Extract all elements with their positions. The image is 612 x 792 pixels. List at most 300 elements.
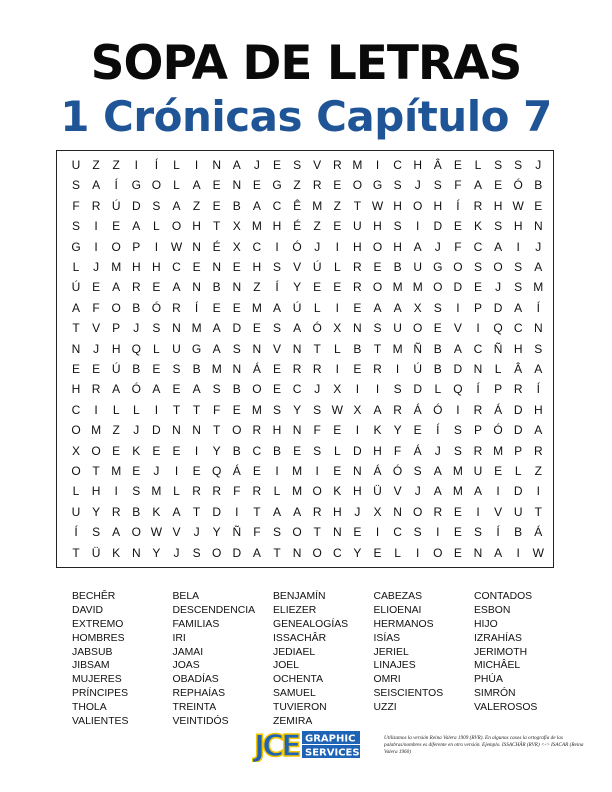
grid-letter: J — [193, 525, 200, 540]
word-item: SAMUEL — [273, 688, 316, 700]
grid-letter: L — [173, 484, 180, 499]
grid-letter: I — [154, 239, 159, 254]
grid-letter: X — [373, 504, 382, 519]
grid-letter: L — [333, 260, 341, 274]
grid-letter: O — [312, 545, 322, 560]
grid-letter: L — [112, 402, 120, 417]
grid-letter: M — [392, 280, 403, 295]
grid-letter: S — [413, 464, 422, 478]
word-item: THOLA — [72, 702, 107, 714]
grid-letter: R — [252, 423, 262, 438]
grid-letter: A — [413, 239, 422, 254]
grid-letter: Y — [92, 504, 101, 519]
grid-letter: Í — [194, 300, 199, 315]
grid-letter: O — [232, 423, 242, 438]
grid-letter: E — [71, 362, 80, 376]
grid-letter: J — [314, 382, 321, 397]
grid-letter: Ó — [151, 300, 162, 315]
grid-letter: I — [94, 219, 98, 234]
grid-letter: X — [333, 382, 342, 397]
grid-letter: M — [91, 423, 102, 438]
grid-letter: I — [496, 484, 500, 499]
grid-letter: V — [172, 525, 181, 540]
grid-letter: Â — [433, 158, 442, 172]
grid-letter: L — [273, 484, 281, 499]
grid-letter: J — [314, 239, 321, 254]
grid-letter: N — [192, 280, 201, 295]
grid-letter: M — [191, 321, 202, 336]
grid-letter: B — [393, 260, 402, 274]
grid-letter: B — [272, 443, 281, 458]
grid-letter: Y — [293, 402, 302, 417]
grid-letter: A — [172, 198, 181, 213]
grid-letter: E — [473, 280, 482, 295]
grid-letter: Z — [92, 158, 100, 172]
grid-letter: E — [112, 219, 121, 234]
grid-letter: O — [151, 178, 162, 193]
grid-letter: M — [412, 280, 423, 295]
grid-letter: Z — [293, 178, 301, 193]
grid-letter: A — [112, 382, 121, 397]
grid-letter: I — [416, 545, 420, 560]
grid-letter: N — [473, 362, 483, 376]
grid-letter: S — [494, 158, 503, 172]
grid-letter: U — [71, 504, 81, 519]
grid-letter: R — [252, 484, 262, 499]
jce-logo — [252, 726, 362, 762]
grid-letter: Ú — [312, 260, 322, 274]
grid-letter: A — [393, 300, 402, 315]
grid-letter: S — [393, 382, 402, 397]
grid-letter: E — [313, 280, 322, 295]
grid-letter: R — [131, 280, 141, 295]
word-item: OMRI — [373, 674, 401, 686]
grid-letter: S — [313, 443, 322, 458]
letter-grid — [56, 150, 554, 568]
grid-letter: L — [72, 484, 80, 499]
grid-letter: E — [212, 178, 221, 193]
grid-letter: R — [433, 504, 443, 519]
word-item: HIJO — [474, 618, 498, 630]
word-item: OBADÍAS — [172, 674, 219, 686]
word-item: JAMAI — [172, 646, 204, 658]
word-item: BECHÊR — [72, 591, 116, 602]
grid-letter: U — [71, 158, 81, 172]
grid-letter: I — [335, 239, 339, 254]
word-item: ELIOENAI — [373, 604, 422, 616]
grid-letter: E — [252, 464, 261, 478]
grid-letter: Y — [212, 443, 221, 458]
grid-letter: U — [353, 219, 362, 234]
grid-letter: Ü — [373, 484, 382, 499]
grid-letter: A — [252, 545, 261, 560]
grid-letter: E — [132, 464, 141, 478]
grid-letter: U — [393, 321, 402, 336]
grid-letter: Ó — [493, 423, 503, 438]
grid-letter: H — [533, 402, 543, 417]
grid-letter: B — [232, 382, 241, 397]
word-item: REPHAÍAS — [172, 688, 226, 700]
grid-letter: T — [213, 219, 221, 234]
grid-letter: N — [212, 158, 222, 172]
grid-letter: O — [212, 545, 222, 560]
grid-letter: I — [516, 239, 520, 254]
word-item: JIBSAM — [72, 660, 110, 672]
grid-letter: A — [232, 158, 241, 172]
grid-letter: Y — [212, 525, 221, 540]
word-item: PHÚA — [474, 674, 503, 686]
grid-letter: H — [272, 423, 282, 438]
grid-letter: I — [194, 158, 199, 172]
grid-letter: G — [372, 178, 383, 193]
grid-letter: R — [91, 382, 101, 397]
grid-letter: Â — [514, 362, 523, 376]
grid-letter: W — [371, 198, 384, 213]
grid-letter: E — [494, 464, 503, 478]
grid-letter: S — [494, 219, 503, 234]
grid-letter: E — [92, 280, 101, 295]
grid-letter: V — [494, 504, 503, 519]
grid-letter: O — [91, 443, 101, 458]
grid-letter: Á — [232, 464, 241, 478]
grid-letter: O — [131, 525, 141, 540]
grid-letter: Ü — [91, 545, 101, 560]
grid-letter: G — [71, 239, 81, 254]
grid-letter: Í — [496, 525, 500, 540]
grid-letter: X — [71, 443, 80, 458]
grid-letter: V — [92, 321, 101, 336]
grid-letter: S — [71, 219, 80, 234]
grid-letter: I — [235, 504, 239, 519]
grid-letter: M — [151, 484, 162, 499]
grid-letter: A — [172, 504, 181, 519]
grid-letter: M — [352, 158, 363, 172]
word-item: BELA — [172, 591, 200, 602]
grid-letter: R — [172, 300, 181, 315]
word-column — [474, 590, 574, 715]
grid-letter: A — [373, 300, 382, 315]
grid-letter: G — [191, 341, 202, 356]
grid-letter: N — [353, 321, 362, 336]
grid-letter: Á — [252, 362, 261, 376]
grid-letter: S — [453, 423, 462, 438]
grid-letter: S — [413, 525, 422, 540]
grid-letter: B — [514, 525, 523, 540]
grid-letter: D — [453, 362, 463, 376]
page-subtitle: 1 Crónicas Capítulo 7 — [60, 92, 552, 141]
grid-letter: J — [93, 341, 100, 356]
grid-letter: U — [473, 464, 483, 478]
grid-letter: J — [253, 158, 260, 172]
grid-letter: L — [494, 362, 502, 376]
grid-letter: D — [513, 402, 523, 417]
grid-letter: C — [252, 239, 262, 254]
grid-letter: R — [373, 362, 382, 376]
grid-letter: V — [272, 341, 281, 356]
grid-letter: Ú — [71, 280, 81, 295]
grid-letter: E — [152, 443, 161, 458]
grid-letter: M — [292, 484, 303, 499]
grid-letter: L — [333, 443, 341, 458]
grid-letter: Q — [453, 382, 463, 397]
grid-letter: R — [292, 362, 302, 376]
grid-letter: H — [493, 198, 503, 213]
grid-letter: H — [332, 504, 342, 519]
grid-letter: M — [251, 402, 262, 417]
grid-letter: B — [353, 341, 362, 356]
grid-letter: Í — [456, 198, 460, 213]
grid-letter: Q — [131, 341, 141, 356]
word-item: BENJAMÍN — [273, 591, 326, 602]
grid-letter: N — [232, 280, 242, 295]
grid-letter: Ó — [312, 321, 322, 336]
grid-letter: G — [272, 178, 282, 193]
grid-letter: R — [212, 484, 222, 499]
word-item: SIMRÓN — [474, 688, 516, 700]
grid-letter: C — [473, 239, 483, 254]
grid-letter: Á — [534, 525, 543, 540]
grid-letter: D — [513, 484, 523, 499]
grid-letter: J — [354, 504, 361, 519]
grid-letter: E — [192, 464, 201, 478]
grid-letter: N — [353, 464, 362, 478]
grid-letter: J — [535, 158, 542, 172]
grid-letter: S — [433, 300, 442, 315]
word-item: CABEZAS — [373, 591, 423, 602]
grid-letter: A — [473, 178, 482, 193]
grid-letter: A — [192, 382, 201, 397]
grid-letter: D — [353, 443, 362, 458]
grid-letter: I — [536, 484, 540, 499]
grid-letter: L — [132, 402, 140, 417]
grid-letter: N — [533, 219, 543, 234]
grid-letter: I — [315, 464, 319, 478]
grid-letter: M — [251, 219, 262, 234]
grid-letter: Z — [534, 464, 542, 478]
grid-letter: Ú — [111, 362, 121, 376]
grid-letter: F — [233, 484, 241, 499]
grid-letter: R — [111, 504, 121, 519]
grid-letter: E — [172, 443, 181, 458]
grid-letter: H — [413, 158, 423, 172]
grid-letter: N — [292, 545, 302, 560]
grid-letter: P — [112, 321, 121, 336]
word-item: ISSACHÂR — [273, 632, 327, 644]
grid-letter: F — [393, 443, 402, 458]
grid-letter: E — [353, 525, 362, 540]
grid-letter: T — [72, 545, 80, 560]
grid-letter: C — [473, 341, 483, 356]
word-item: EXTREMO — [72, 618, 124, 630]
grid-letter: P — [473, 423, 482, 438]
grid-letter: I — [395, 362, 400, 376]
grid-letter: T — [313, 341, 321, 356]
grid-letter: R — [312, 178, 322, 193]
grid-letter: C — [172, 260, 181, 274]
grid-letter: N — [292, 341, 302, 356]
grid-letter: I — [174, 464, 179, 478]
grid-letter: H — [353, 239, 362, 254]
grid-letter: O — [453, 260, 463, 274]
grid-letter: F — [454, 239, 462, 254]
grid-letter: E — [353, 300, 362, 315]
grid-letter: R — [353, 260, 362, 274]
word-item: IRI — [172, 632, 186, 644]
grid-letter: E — [112, 443, 121, 458]
grid-letter: R — [353, 280, 362, 295]
grid-letter: A — [252, 198, 261, 213]
grid-letter: P — [514, 443, 523, 458]
grid-letter: É — [293, 219, 302, 234]
grid-letter: I — [94, 402, 98, 417]
grid-letter: A — [534, 423, 543, 438]
grid-letter: H — [192, 219, 201, 234]
grid-letter: C — [393, 525, 402, 540]
grid-letter: Í — [536, 300, 540, 315]
grid-letter: M — [312, 198, 323, 213]
grid-letter: Ñ — [232, 525, 242, 540]
grid-letter: E — [212, 300, 221, 315]
grid-letter: N — [232, 178, 242, 193]
grid-letter: N — [172, 321, 181, 336]
word-item: TREINTA — [172, 702, 217, 714]
grid-letter: H — [152, 260, 161, 274]
word-item: UZZI — [373, 702, 397, 714]
grid-letter: E — [232, 260, 241, 274]
grid-letter: E — [453, 545, 462, 560]
grid-letter: J — [535, 239, 542, 254]
grid-letter: I — [275, 239, 279, 254]
grid-letter: S — [152, 321, 161, 336]
grid-letter: I — [375, 382, 380, 397]
grid-letter: S — [473, 260, 482, 274]
grid-letter: C — [272, 198, 282, 213]
grid-letter: N — [393, 504, 402, 519]
grid-letter: W — [512, 198, 524, 213]
word-item: IZRAHÍAS — [474, 632, 522, 644]
grid-letter: D — [413, 382, 423, 397]
grid-letter: A — [112, 525, 121, 540]
grid-letter: M — [493, 443, 504, 458]
word-column — [374, 590, 474, 715]
grid-letter: N — [192, 423, 201, 438]
grid-letter: U — [413, 260, 423, 274]
grid-letter: E — [453, 219, 462, 234]
grid-letter: Á — [413, 443, 422, 458]
grid-letter: A — [152, 382, 161, 397]
grid-letter: L — [153, 341, 160, 356]
grid-letter: O — [71, 464, 81, 478]
grid-letter: K — [112, 545, 121, 560]
grid-letter: V — [393, 484, 402, 499]
grid-letter: S — [514, 260, 523, 274]
grid-letter: A — [172, 280, 181, 295]
grid-letter: T — [72, 321, 80, 336]
grid-letter: J — [495, 280, 502, 295]
grid-letter: J — [173, 545, 180, 560]
grid-letter: F — [313, 423, 321, 438]
grid-letter: D — [131, 198, 141, 213]
grid-letter: C — [393, 158, 402, 172]
grid-letter: Ú — [292, 300, 302, 315]
grid-letter: L — [474, 158, 482, 172]
grid-letter: O — [433, 280, 443, 295]
grid-letter: S — [393, 219, 402, 234]
word-item: MUJERES — [72, 674, 122, 686]
grid-letter: I — [94, 239, 98, 254]
grid-letter: E — [333, 280, 342, 295]
grid-letter: J — [434, 239, 441, 254]
word-item: DESCENDENCIA — [172, 604, 256, 616]
grid-letter: N — [533, 321, 543, 336]
grid-letter: I — [375, 525, 380, 540]
grid-letter: N — [71, 341, 81, 356]
word-item: PRÍNCIPES — [72, 688, 129, 700]
grid-letter: J — [153, 464, 160, 478]
grid-letter: H — [131, 260, 141, 274]
grid-letter: K — [152, 504, 161, 519]
grid-letter: E — [252, 178, 261, 193]
grid-letter: T — [172, 402, 181, 417]
grid-letter: A — [212, 321, 221, 336]
grid-letter: L — [173, 178, 180, 193]
grid-letter: B — [433, 341, 442, 356]
word-item: JOEL — [273, 660, 299, 672]
grid-letter: T — [253, 504, 261, 519]
grid-letter: E — [192, 260, 201, 274]
grid-letter: Ó — [433, 402, 443, 417]
grid-letter: I — [456, 300, 460, 315]
grid-letter: H — [91, 484, 101, 499]
grid-letter: R — [533, 443, 543, 458]
grid-letter: Ú — [413, 362, 423, 376]
word-column — [72, 590, 172, 729]
grid-letter: A — [453, 341, 462, 356]
word-column — [273, 590, 373, 729]
grid-letter: H — [353, 484, 362, 499]
grid-letter: E — [152, 280, 161, 295]
grid-letter: K — [333, 484, 342, 499]
grid-letter: I — [476, 504, 480, 519]
grid-letter: I — [275, 464, 279, 478]
grid-letter: I — [375, 158, 380, 172]
grid-letter: H — [433, 198, 443, 213]
grid-letter: A — [534, 260, 543, 274]
grid-letter: Ó — [392, 464, 403, 478]
grid-letter: Q — [212, 464, 222, 478]
grid-letter: W — [170, 239, 183, 254]
grid-letter: R — [513, 382, 523, 397]
grid-letter: O — [372, 239, 383, 254]
grid-letter: E — [212, 198, 221, 213]
word-item: ELIEZER — [273, 604, 317, 616]
grid-letter: Í — [275, 280, 279, 295]
grid-letter: L — [434, 382, 442, 397]
grid-letter: D — [232, 545, 242, 560]
grid-letter: H — [373, 443, 382, 458]
grid-letter: E — [293, 443, 302, 458]
word-item: SEISCIENTOS — [373, 688, 444, 700]
grid-letter: T — [534, 504, 542, 519]
grid-letter: I — [416, 219, 420, 234]
grid-letter: E — [272, 158, 281, 172]
grid-letter: X — [353, 402, 362, 417]
version-note: Utilizamos la versión Reina Valera 1909 (RVR). En algunos casos la ortografía de las palabras/nombres es diferente en otra versión. Ejemplo. ISSACHÂR (RVR) <-> ISACAR (Reina Valera 1960) — [384, 735, 584, 755]
grid-letter: Z — [192, 198, 201, 213]
grid-letter: M — [392, 341, 403, 356]
grid-letter: O — [171, 219, 182, 234]
grid-letter: U — [513, 504, 523, 519]
